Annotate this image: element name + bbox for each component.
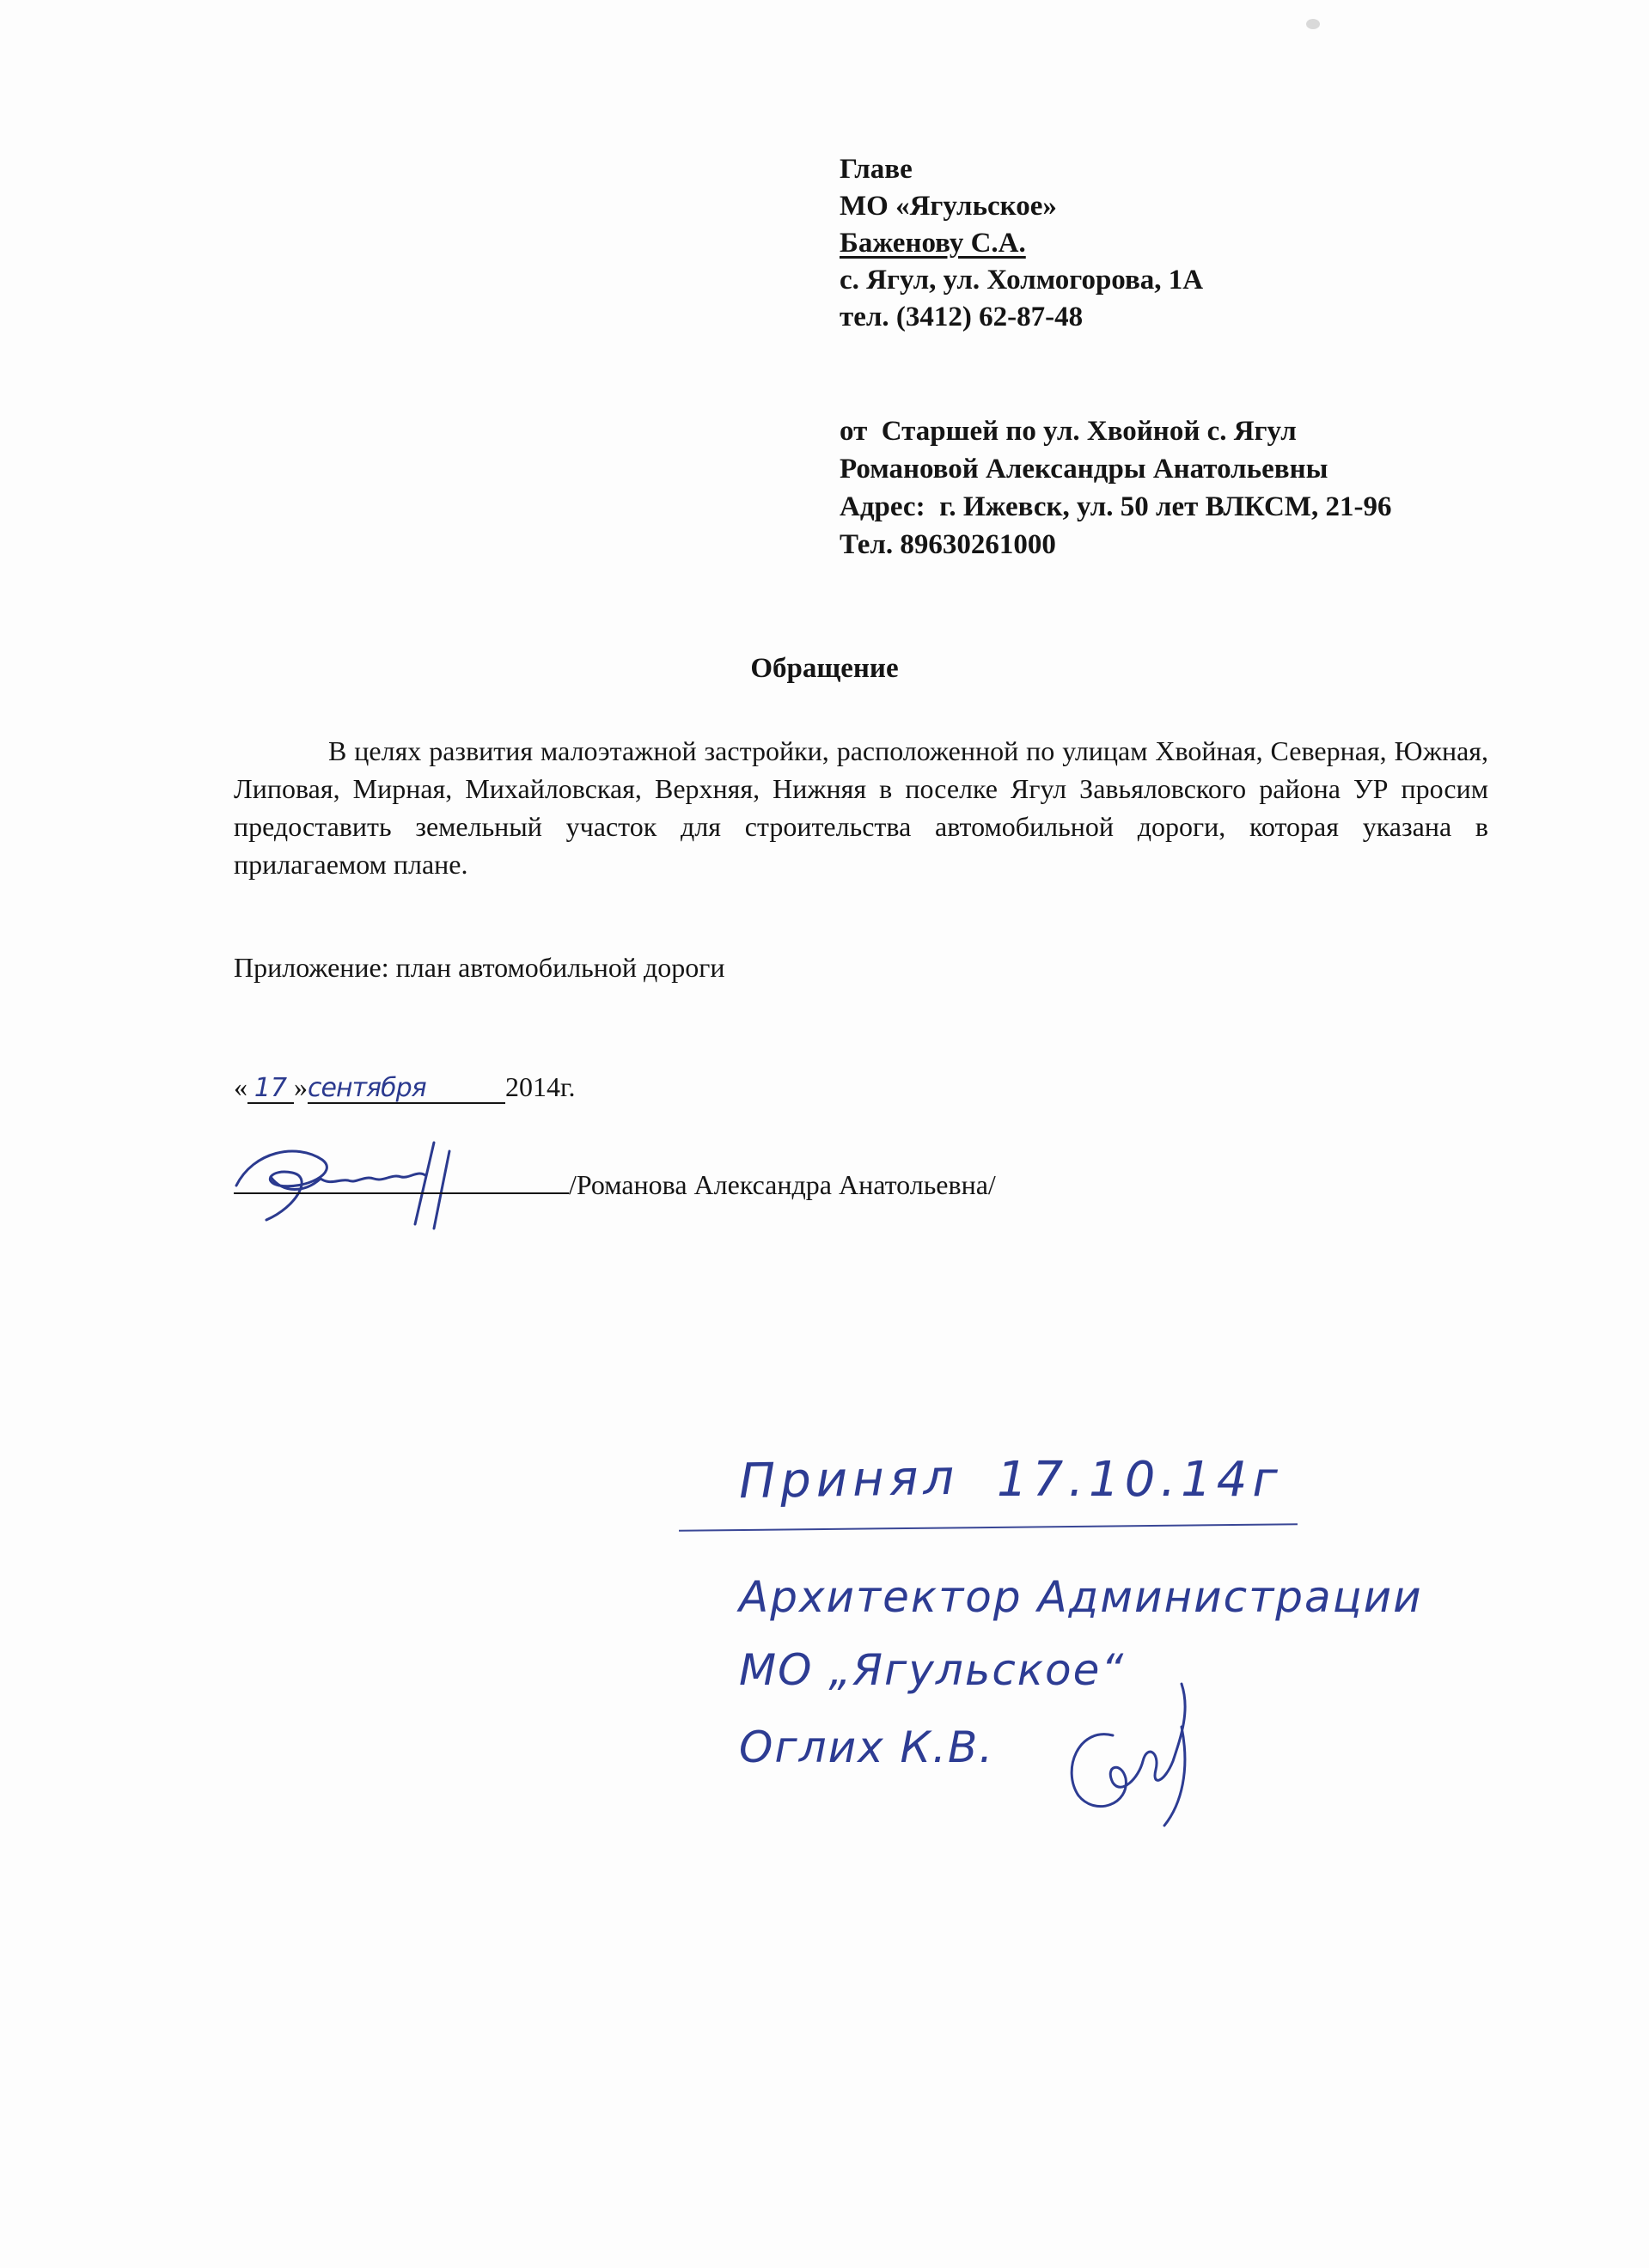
date-line [234,1071,576,1104]
hand-architect-name: Оглих К.В. [739,1722,995,1772]
signature-blank [234,1167,569,1194]
sender-line-2: Романовой Александры Анатольевны [840,454,1328,485]
date-open-quote: « [234,1071,247,1102]
signature-line [234,1167,996,1201]
signatory-name: /Романова Александра Анатольевна/ [569,1169,996,1200]
date-month: сентября [308,1075,505,1104]
addressee-line-4: с. Ягул, ул. Холмогорова, 1А [840,265,1204,296]
addressee-line-1: Главе [840,154,913,185]
architect-signature [1053,1675,1225,1838]
addressee-line-2: МО «Ягульское» [840,191,1057,222]
hand-accepted-date: 17.10.14г [997,1452,1283,1508]
sender-line-4: Тел. 89630261000 [840,529,1056,560]
hand-accepted-word: Принял [738,1449,960,1510]
document-title: Обращение [750,653,899,684]
hand-drawn-rule [679,1523,1298,1532]
hand-municipality: МО „Ягульское“ [739,1645,1126,1695]
sender-block [840,412,1392,564]
addressee-block [840,151,1203,336]
sender-line-1: от Старшей по ул. Хвойной с. Ягул [840,416,1297,447]
addressee-line-3: Баженову С.А. [840,228,1026,259]
date-close-quote: » [294,1071,308,1102]
date-year: 2014г. [505,1071,576,1102]
body-paragraph: В целях развития малоэтажной застройки, расположенной по улицам Хвойная, Северная, Южная, Липовая, Мирная, Михайловская, Верхняя, Нижняя в поселке Ягул Завьяловского района УР просим предоставить земельный участок для строительства автомобильной дороги, которая указана в прилагаемом плане. [234,735,1488,880]
scan-speck [1306,19,1320,29]
sender-line-3: Адрес: г. Ижевск, ул. 50 лет ВЛКСМ, 21-96 [840,491,1392,522]
addressee-line-5: тел. (3412) 62-87-48 [840,302,1084,332]
hand-architect-title: Архитектор Администрации [739,1572,1423,1622]
date-day: 17 [247,1075,294,1104]
attachment-note: Приложение: план автомобильной дороги [234,952,725,983]
